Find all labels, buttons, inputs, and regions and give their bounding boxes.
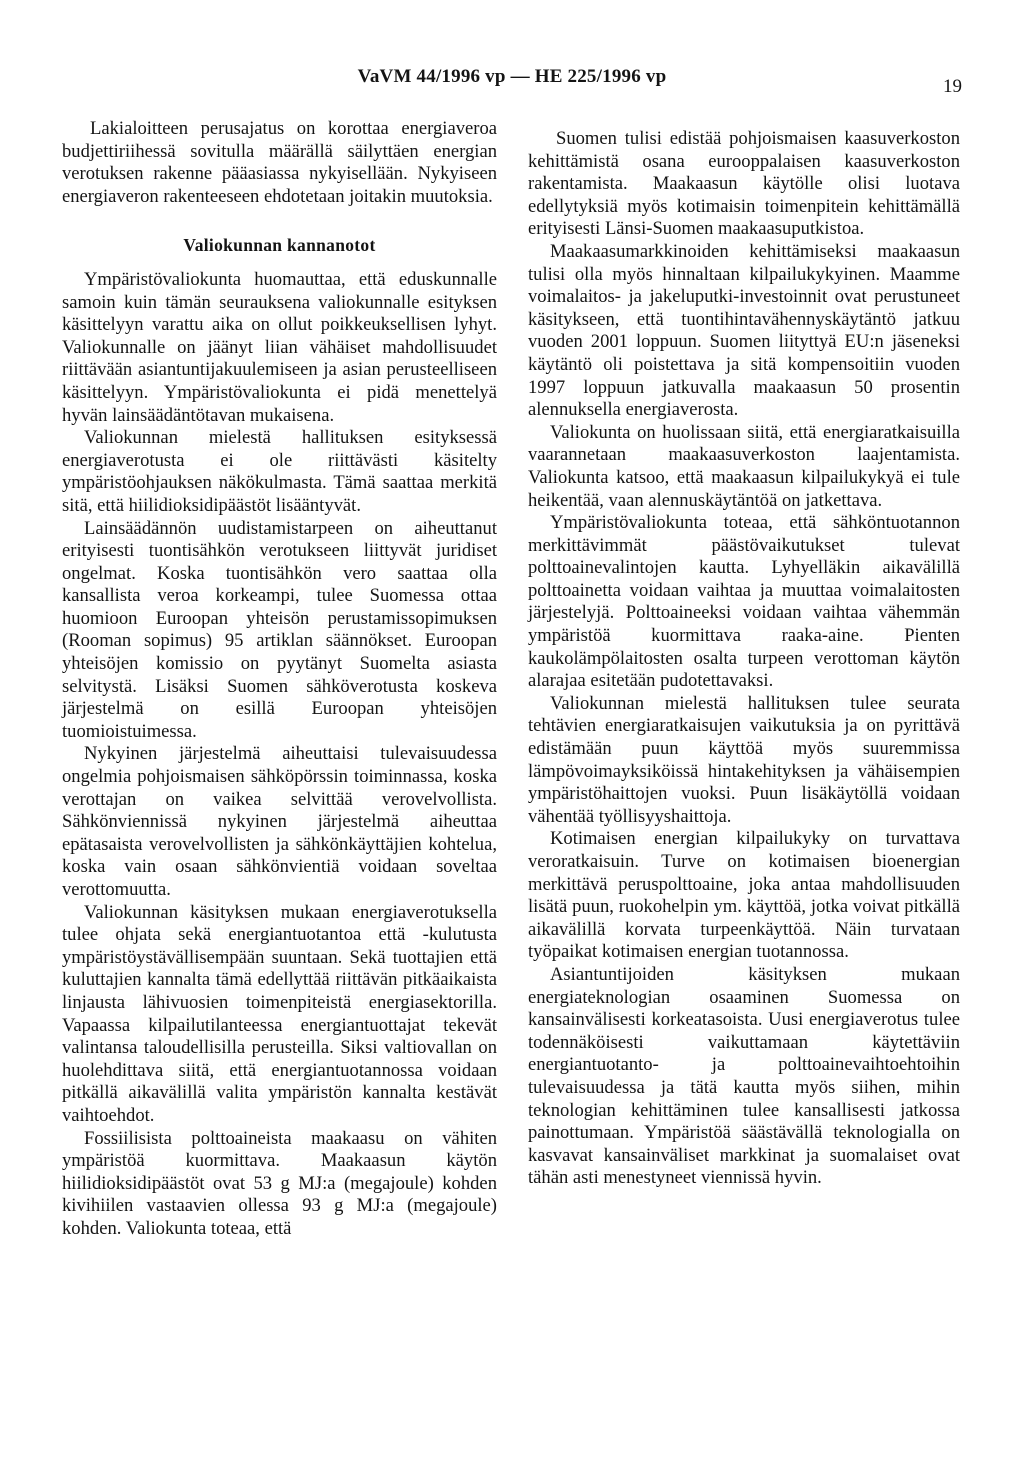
paragraph: Maakaasumarkkinoiden kehittämiseksi maakaasun tulisi olla myös hinnaltaan kilpailukykyinen. Maamme voimalaitos- ja jakeluputki-investoinnit ovat perustuneet käsitykseen, että tuontihintavähennyskäytäntö jatkuu vuoden 2001 loppuun. Suomen liityttyä EU:n jäseneksi käytäntö oli poistettava ja sitä kompensoitiin vuoden 1997 loppuun jatkuvalla maakaasun 50 prosentin alennuksella energiaverosta. — [528, 240, 960, 421]
document-header-title: VaVM 44/1996 vp — HE 225/1996 vp — [357, 66, 667, 87]
paragraph: Ympäristövaliokunta toteaa, että sähköntuotannon merkittävimmät päästövaikutukset tulevat polttoainevalintojen kautta. Lyhyelläkin aikavälillä polttoainetta voidaan vaihtaa ja muuttaa voimalaitosten järjestelyjä. Polttoaineeksi voidaan vaihtaa vähemmän ympäristöä kuormittava raaka-aine. Pienten kaukolämpölaitosten osalta turpeen verottoman käytön alarajaa esitetään pudotettavaksi. — [528, 512, 960, 692]
page-number: 19 — [943, 76, 962, 97]
paragraph: Ympäristövaliokunta huomauttaa, että eduskunnalle samoin kuin tämän seurauksena valiokunnalle esityksen käsittelyyn varattu aika on ollut poikkeuksellisen lyhyt. Valiokunnalle on jäänyt liian vähäiset mahdollisuudet riittävään asiantuntijakuulemiseen ja asian perusteelliseen käsittelyyn. Ympäristövaliokunta ei pidä menettelyä hyvän lainsäädäntötavan mukaisena. — [62, 268, 497, 426]
right-column — [528, 128, 960, 1190]
section-heading: Valiokunnan kannanotot — [183, 235, 376, 256]
paragraph: Asiantuntijoiden käsityksen mukaan energiateknologian osaaminen Suomessa on kansainvälisesti korkeatasoista. Uusi energiaverotus tulee todennäköisesti vaikuttamaan käytettäviin energiantuotanto- ja polttoainevaihtoehtoihin tulevaisuudessa ja tätä kautta myös siihen, mihin teknologian kehittäminen tulee kansallisesti jatkossa painottumaan. Ympäristöä säästävällä teknologialla on kasvavat kansainväliset markkinat ja suomalaiset ovat tähän asti menestyneet viennissä hyvin. — [528, 963, 960, 1189]
paragraph: Nykyinen järjestelmä aiheuttaisi tulevaisuudessa ongelmia pohjoismaisen sähköpörssin toiminnassa, koska verottajan on vaikea selvittää verovelvollista. Sähkönviennissä nykyinen järjestelmä aiheuttaa epätasaista verovelvollisten ja sähkönkäyttäjien kohtelua, koska vain osaan sähkönvientiä voidaan soveltaa verottomuutta. — [62, 743, 497, 900]
paragraph: Valiokunnan mielestä hallituksen tulee seurata tehtävien energiaratkaisujen vaikutuksia ja on pyrittävä edistämään puun käyttöä myös suuremmissa lämpövoimayksiköissä hintakehityksen ja vähäisempien ympäristöhaittojen vuoksi. Puun lisäkäytöllä voidaan vähentää työllisyyshaittoja. — [528, 692, 960, 827]
paragraph: Kotimaisen energian kilpailukyky on turvattava veroratkaisuin. Turve on kotimaisen bioenergian merkittävä peruspolttoaine, joka antaa mahdollisuuden lisätä puun, ruokohelpin ym. käyttöä, jotka voivat pitkällä aikavälillä korvata turpeenkäyttöä. Näin turvataan työpaikat kotimaisen energian tuotannossa. — [528, 828, 960, 963]
paragraph: Fossiilisista polttoaineista maakaasu on vähiten ympäristöä kuormittava. Maakaasun käytön hiilidioksidipäästöt ovat 53 g MJ:a (megajoule) kohden kivihiilen vastaavien ollessa 93 g MJ:a (megajoule) kohden. Valiokunta toteaa, että — [62, 1127, 497, 1239]
paragraph: Lainsäädännön uudistamistarpeen on aiheuttanut erityisesti tuontisähkön verotukseen liittyvät juridiset ongelmat. Koska tuontisähkön vero saattaa olla kansallista veroa korkeampi, tulee Suomessa ottaa huomioon Euroopan yhteisön perustamissopimuksen (Rooman sopimus) 95 artiklan säännökset. Euroopan yhteisöjen komissio on pyytänyt Suomelta asiasta selvitystä. Lisäksi Suomen sähköverotusta koskeva järjestelmä on esillä Euroopan yhteisöjen tuomioistuimessa. — [62, 517, 497, 742]
paragraph: Suomen tulisi edistää pohjoismaisen kaasuverkoston kehittämistä osana eurooppalaisen kaasuverkoston rakentamista. Maakaasun käytölle olisi luotava edellytyksiä myös kotimaisin toimenpitein kehittämällä erityisesti Länsi-Suomen maakaasuputkistoa. — [528, 128, 960, 240]
paragraph: Valiokunnan mielestä hallituksen esityksessä energiaverotusta ei ole riittävästi käsitelty ympäristöohjauksen näkökulmasta. Tämä saattaa merkitä sitä, että hiilidioksidipäästöt lisääntyvät. — [62, 427, 497, 516]
intro-paragraph: Lakialoitteen perusajatus on korottaa energiaveroa budjettiriihessä sovitulla määrällä säilyttäen energian verotuksen rakenne pääasiassa nykyisellään. Nykyiseen energiaveron rakenteeseen ehdotetaan joitakin muutoksia. — [62, 118, 497, 207]
paragraph: Valiokunnan käsityksen mukaan energiaverotuksella tulee ohjata sekä energiantuotantoa että -kulutusta ympäristöystävällisempään suuntaan. Sekä tuottajien että kuluttajien kannalta tämä edellyttää riittävän pitkäaikaista linjausta lähivuosien toimenpiteistä energiasektorilla. Vapaassa kilpailutilanteessa energiantuottajat tekevät valintansa taloudellisilla perusteilla. Siksi valtiovallan on huolehdittava siitä, että energiantuotannossa voidaan pitkällä aikavälillä valita ympäristön kannalta kestävät vaihtoehdot. — [62, 901, 497, 1126]
left-column — [62, 118, 497, 1241]
paragraph: Valiokunta on huolissaan siitä, että energiaratkaisuilla vaarannetaan maakaasuverkoston laajentamista. Valiokunta katsoo, että maakaasun kilpailukykyä ei tule heikentää, vaan alennuskäytäntöä on jatkettava. — [528, 421, 960, 511]
